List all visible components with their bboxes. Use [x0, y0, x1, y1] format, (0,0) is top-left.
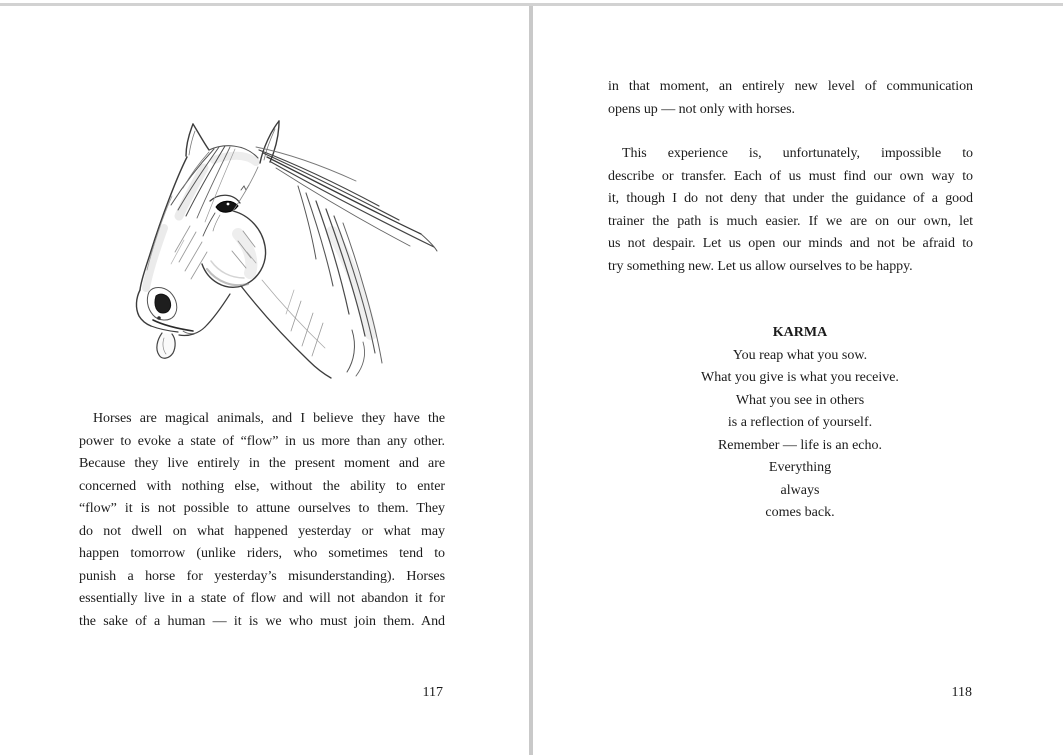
poem-karma [608, 322, 992, 525]
text-line: concerned with nothing else, without the ability to enter [79, 478, 445, 494]
paragraph [79, 408, 445, 633]
text-line: us not despair. Let us open our minds and not be afraid to [608, 236, 973, 251]
text-line: try something new. Let us allow ourselves to be happy. [608, 258, 913, 274]
page-number: 117 [422, 685, 443, 700]
text-line: it, though I do not deny that under the guidance of a good [608, 191, 973, 206]
text-line: power to evoke a state of “flow” in us more than any other. [79, 433, 445, 449]
text-line: trainer the path is much easier. If we are on our own, let [608, 213, 973, 229]
poem-line: What you give is what you receive. [701, 370, 899, 385]
text-line: Horses are magical animals, and I believe they have the [93, 411, 445, 426]
text-line: This experience is, unfortunately, impossible to [622, 146, 973, 161]
poem-line: You reap what you sow. [732, 347, 868, 363]
poem-line: Everything [768, 460, 832, 475]
poem-line: Remember — life is an echo. [717, 437, 883, 453]
text-line: “flow” it is not possible to attune ourselves to them. They [79, 501, 445, 516]
poem-line: is a reflection of yourself. [727, 415, 873, 430]
poem-title: KARMA [772, 325, 828, 340]
text-line: opens up — not only with horses. [608, 101, 796, 117]
text-line: happen tomorrow (unlike riders, who sometimes tend to [79, 546, 445, 561]
paragraph [608, 143, 973, 278]
poem-line: What you see in others [735, 392, 865, 408]
text-line: describe or transfer. Each of us must find our own way to [608, 168, 973, 184]
page-number: 118 [951, 685, 972, 700]
poem-line: always [780, 482, 820, 498]
text-line: essentially live in a state of flow and will not abandon it for [79, 591, 445, 606]
text-line: punish a horse for yesterday’s misunderstanding). Horses [79, 568, 445, 584]
paragraph [608, 76, 973, 121]
page-divider [529, 6, 533, 755]
poem-line: comes back. [765, 505, 835, 520]
text-line: do not dwell on what happened yesterday or what may [79, 523, 445, 539]
text-line: Because they live entirely in the present moment and are [79, 456, 445, 471]
horse-head-illustration [95, 95, 457, 397]
text-line: the sake of a human — it is we who must join them. And [79, 613, 445, 629]
text-line: in that moment, an entirely new level of communication [608, 79, 973, 94]
